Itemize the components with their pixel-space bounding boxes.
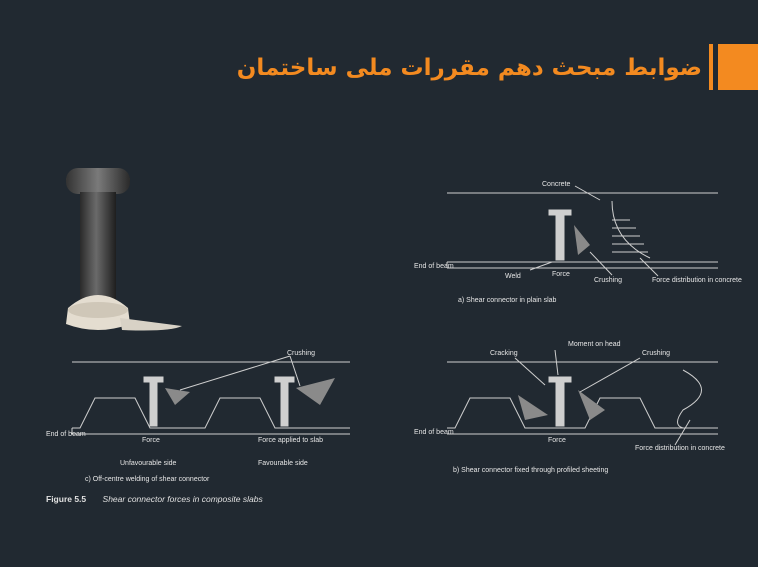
panel-b-caption: b) Shear connector fixed through profiled sheeting: [453, 467, 609, 474]
panel-c-end-of-beam-label: End of beam: [46, 431, 86, 438]
panel-c-force-applied-label: Force applied to slab: [258, 437, 323, 444]
panel-c-diagram: [72, 356, 350, 434]
panel-b-diagram: [447, 350, 718, 445]
slide-title: ضوابط مبحث دهم مقررات ملی ساختمان: [236, 55, 702, 81]
panel-c-crushing-label: Crushing: [287, 350, 316, 357]
panel-a-end-of-beam-label: End of beam: [414, 263, 454, 270]
panel-a-caption: a) Shear connector in plain slab: [458, 297, 557, 304]
panel-a-force-distribution-label: Force distribution in concrete: [652, 277, 742, 284]
panel-b-crushing-label: Crushing: [642, 350, 671, 357]
panel-c-favourable-label: Favourable side: [258, 460, 308, 467]
panel-a-force-label: Force: [552, 271, 570, 278]
panel-c-force-label: Force: [142, 437, 160, 444]
panel-a-diagram: [447, 186, 718, 276]
panel-b-moment-on-head-label: Moment on head: [568, 341, 621, 348]
panel-b-force-label: Force: [548, 437, 566, 444]
figure-caption: [46, 494, 263, 504]
panel-a-concrete-label: Concrete: [542, 181, 571, 188]
panel-c-caption: c) Off-centre welding of shear connector: [85, 476, 210, 483]
panel-b-end-of-beam-label: End of beam: [414, 429, 454, 436]
panel-b-force-distribution-label: Force distribution in concrete: [635, 445, 725, 452]
panel-a-crushing-label: Crushing: [594, 277, 623, 284]
panel-c-unfavourable-label: Unfavourable side: [120, 460, 177, 467]
panel-a-weld-label: Weld: [505, 273, 521, 280]
panel-b-cracking-label: Cracking: [490, 350, 518, 357]
figure-number: Figure 5.5: [46, 494, 87, 504]
figure-caption-text: Shear connector forces in composite slabs: [102, 494, 263, 504]
